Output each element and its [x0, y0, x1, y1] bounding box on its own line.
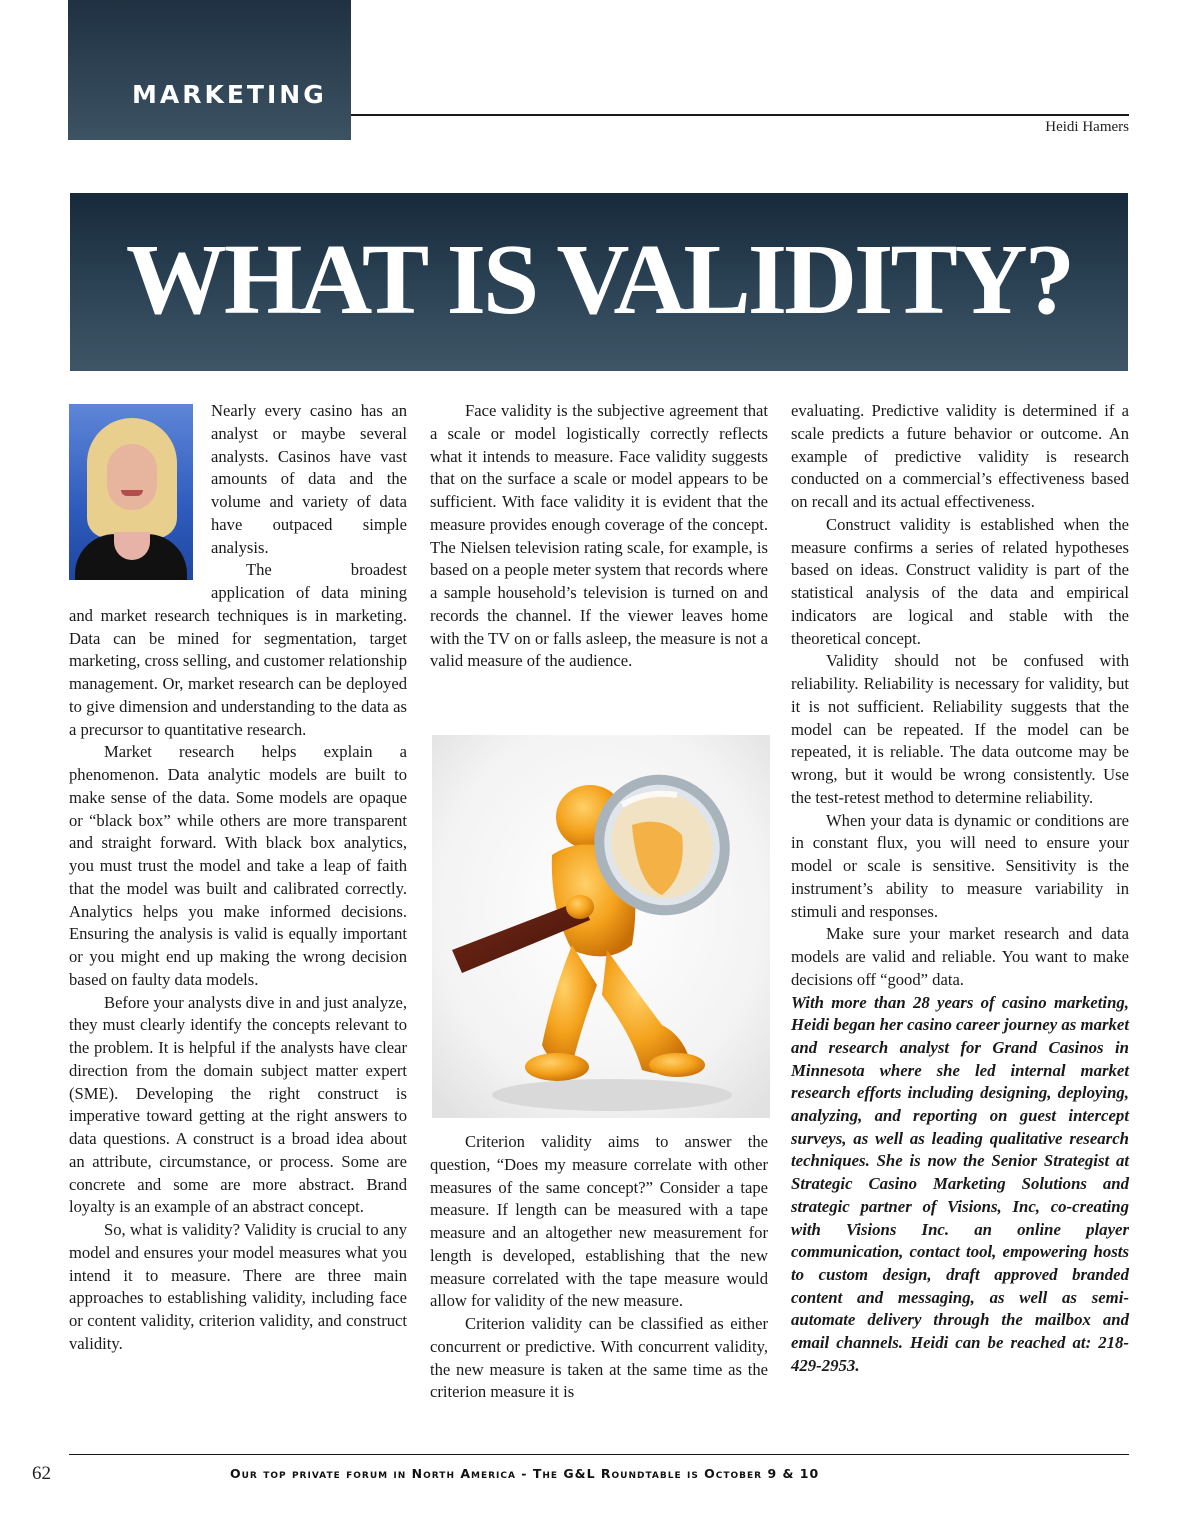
paragraph: The broadest application of data mining and market research techniques is in marketing. Data can be mined for segmentation, target marketing, cross selling, and customer relationship management. Or, market research can be deployed to give dimension and understanding to the data as a precursor to quantitative research. — [69, 560, 407, 739]
title-banner — [70, 193, 1128, 371]
paragraph: evaluating. Predictive validity is determined if a scale predicts a future behavior or outcome. An example of predictive validity is research conducted on a commercial’s effectiveness based on recall and its actual effectiveness. — [791, 401, 1129, 511]
page-number: 62 — [32, 1463, 51, 1484]
article-column-2 — [430, 400, 768, 673]
paragraph: Before your analysts dive in and just analyze, they must clearly identify the concepts relevant to the problem. It is helpful if the analysts have clear direction from the domain subject matter expert (SME). Developing the right construct is imperative toward getting at the right answers to data questions. A construct is a broad idea about an attribute, circumstance, or process. Some are concrete and some are more abstract. Brand loyalty is an example of an abstract concept. — [69, 992, 407, 1217]
article-title: WHAT IS VALIDITY? — [125, 223, 1073, 335]
article-column-3 — [791, 400, 1129, 1377]
paragraph: Face validity is the subjective agreement that a scale or model logistically correctly reflects what it intends to measure. Face validity suggests that on the surface a scale or model appears to be sufficient. With face validity it is evident that the measure provides enough coverage of the concept. The Nielsen television rating scale, for example, is based on a people meter system that records where a sample household’s television is turned on and records the channel. If the viewer leaves home with the TV on or falls asleep, the measure is not a valid measure of the audience. — [430, 401, 768, 671]
paragraph: Construct validity is established when the measure confirms a series of related hypotheses based on ideas. Construct validity is part of the statistical analysis of the data and empirical indicators are logical and stable with the theoretical concept. — [791, 514, 1129, 648]
paragraph: Make sure your market research and data models are valid and reliable. You want to make decisions off “good” data. — [791, 924, 1129, 989]
paragraph: Criterion validity aims to answer the question, “Does my measure correlate with other measures of the same concept?” Consider a tape measure. If length can be measured with a tape measure and an altogether new measurement for length is developed, establishing that the new measure correlated with the tape measure would allow for validity of the new measure. — [430, 1132, 768, 1311]
footer-rule — [69, 1454, 1129, 1455]
paragraph: So, what is validity? Validity is crucial to any model and ensures your model measures what you intend it to measure. There are three main approaches to establishing validity, including face or content validity, criterion validity, and construct validity. — [69, 1220, 407, 1353]
paragraph: Validity should not be confused with reliability. Reliability is necessary for validity, but it is not sufficient. Reliability suggests that the model can be repeated. If the model can be repeated, it is reliable. The data outcome may be wrong, but it would be wrong consistently. Use the test-retest method to determine reliability. — [791, 651, 1129, 807]
author-name: Heidi Hamers — [1045, 119, 1129, 135]
article-column-2-continued — [430, 1131, 768, 1404]
magnifying-glass-figure-illustration — [432, 735, 770, 1118]
section-label: MARKETING — [132, 80, 327, 109]
header-rule — [351, 114, 1129, 116]
section-header-block — [68, 0, 351, 140]
article-column-1 — [69, 400, 407, 1356]
paragraph: Criterion validity can be classified as either concurrent or predictive. With concurrent validity, the new measure is taken at the same time as the criterion measure it is — [430, 1314, 768, 1402]
author-bio: With more than 28 years of casino marketing, Heidi began her casino career journey as market and research analyst for Grand Casinos in Minnesota where she led internal market research efforts including designing, deploying, analyzing, and reporting on guest intercept surveys, as well as leading qualitative research techniques. She is now the Senior Strategist at Strategic Casino Marketing Solutions and strategic partner of Visions, Inc, co-creating with Visions Inc. an online player communication, contact tool, empowering hosts to custom design, draft approved branded content and messaging, as well as semi-automate delivery through the mailbox and email channels. Heidi can be reached at: 218-429-2953. — [791, 992, 1129, 1375]
paragraph: Nearly every casino has an analyst or maybe several analysts. Casinos have vast amounts of data and the volume and variety of data have outpaced simple analysis. — [211, 401, 407, 557]
author-photo — [69, 404, 193, 580]
paragraph: Market research helps explain a phenomenon. Data analytic models are built to make sense of the data. Some models are opaque or “black box” while others are more transparent and straight forward. With black box analytics, you must trust the model and take a leap of faith that the model was built and calibrated correctly. Analytics helps you make informed decisions. Ensuring the analysis is valid is equally important or you might end up making the wrong decision based on faulty data models. — [69, 742, 407, 989]
paragraph: When your data is dynamic or conditions are in constant flux, you will need to ensure your model or scale is sensitive. Sensitivity is the instrument’s ability to measure variability in stimuli and responses. — [791, 810, 1129, 921]
footer-promo-text: Our top private forum in North America - The G&L Roundtable is October 9 & 10 — [230, 1466, 820, 1481]
